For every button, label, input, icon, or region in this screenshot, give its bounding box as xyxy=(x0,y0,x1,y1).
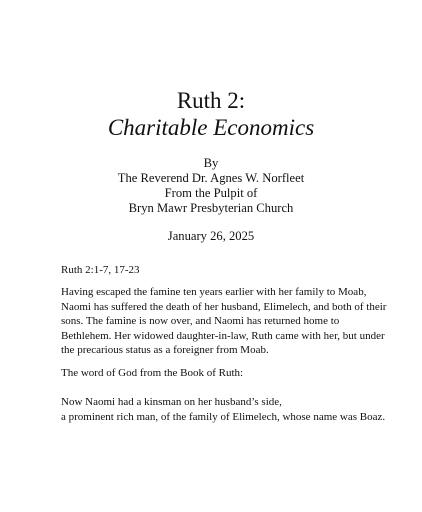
introduction-paragraph xyxy=(61,285,387,358)
sermon-date: January 26, 2025 xyxy=(167,229,255,243)
verse-line: Now Naomi had a kinsman on her husband’s side, xyxy=(61,396,282,408)
scripture-reference: Ruth 2:1-7, 17-23 xyxy=(61,264,140,276)
byline xyxy=(0,156,422,216)
introduction-line: sons. The famine is now over, and Naomi has returned home to xyxy=(61,315,340,328)
introduction-line: Naomi has suffered the death of her husband, Elimelech, and both of their xyxy=(61,300,387,313)
byline-church: Bryn Mawr Presbyterian Church xyxy=(128,201,294,215)
sermon-title-line-1: Ruth 2: xyxy=(176,88,246,113)
scripture-verse xyxy=(61,395,386,424)
introduction-line: Having escaped the famine ten years earlier with her family to Moab, xyxy=(61,286,367,298)
word-of-god-intro: The word of God from the Book of Ruth: xyxy=(61,367,244,379)
verse-line: a prominent rich man, of the family of Elimelech, whose name was Boaz. xyxy=(61,410,386,423)
byline-author: The Reverend Dr. Agnes W. Norfleet xyxy=(117,171,305,185)
byline-from: From the Pulpit of xyxy=(164,186,258,200)
sermon-title-line-2: Charitable Economics xyxy=(107,115,315,140)
byline-by: By xyxy=(203,156,219,170)
introduction-line: Bethlehem. Her widowed daughter-in-law, Ruth came with her, but under xyxy=(61,329,385,342)
introduction-line: the precarious status as a foreigner from Moab. xyxy=(61,344,269,357)
